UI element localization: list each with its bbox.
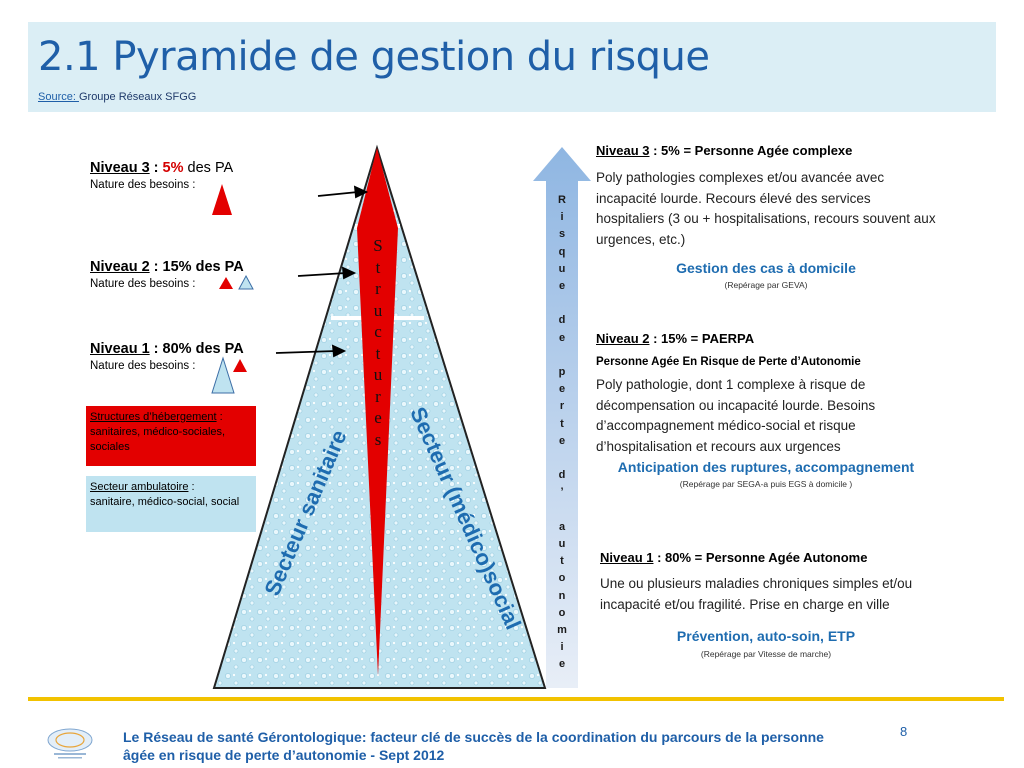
arrow-level3: [318, 192, 358, 196]
level-pct: 15% des PA: [162, 259, 244, 275]
letter: u: [373, 365, 383, 384]
box-title: Structures d’hébergement: [90, 411, 217, 423]
page-number: 8: [900, 724, 908, 739]
level-desc: : 15% = PAERPA: [649, 331, 755, 346]
letter: [554, 450, 570, 467]
nature-besoins-label: Nature des besoins :: [90, 360, 196, 372]
level2-action: Anticipation des ruptures, accompagnement: [617, 459, 915, 475]
footer-bar: [28, 697, 1004, 701]
right-level3-heading: [596, 143, 852, 158]
letter: e: [558, 434, 566, 447]
structures-label: [370, 235, 386, 450]
level-label: Niveau 1: [600, 550, 654, 565]
letter: [554, 502, 570, 519]
level2-description: Poly pathologie, dont 1 complexe à risque de décompensation ou incapacité lourde. Besoins d’accompagnement médico-social et risque d’hospitalisation et recours aux urgences: [596, 377, 876, 454]
letter: e: [374, 408, 382, 427]
separator: :: [149, 341, 163, 357]
box-text: sanitaires, médico-sociales, sociales: [90, 426, 226, 453]
letter: u: [558, 262, 566, 275]
letter: o: [558, 572, 566, 585]
left-level1-heading: [90, 341, 244, 357]
level2-note: (Repérage par SEGA-a puis EGS à domicile ): [679, 479, 853, 489]
letter: t: [375, 343, 381, 363]
letter: c: [374, 322, 382, 341]
letter: s: [558, 228, 566, 241]
secteur-medicosocial-label: Secteur (médico)social: [405, 403, 527, 634]
blue-triangle-icon: [212, 358, 234, 393]
right-level1-heading: [600, 550, 867, 565]
letter: q: [558, 245, 566, 258]
secteur-ambulatoire-box: [86, 476, 256, 532]
letter: S: [373, 236, 383, 255]
risk-arrow-label: [554, 192, 570, 674]
left-level2-heading: [90, 259, 244, 275]
separator: :: [149, 160, 163, 176]
letter: e: [558, 383, 566, 396]
letter: d: [558, 469, 566, 482]
level3-description: Poly pathologies complexes et/ou avancée avec incapacité lourde. Recours élevé des services hospitaliers (3 ou + hospitalisations, recours souvent aux urgences, etc.): [596, 170, 936, 247]
nature-besoins-label: Nature des besoins :: [90, 278, 196, 290]
secteur-sanitaire-label: Secteur sanitaire: [259, 426, 352, 600]
structures-hebergement-box: [86, 406, 256, 466]
letter: t: [560, 555, 564, 568]
letter: e: [558, 280, 566, 293]
level-desc: : 80% = Personne Agée Autonome: [653, 550, 868, 565]
letter: n: [558, 589, 566, 602]
box-title: Secteur ambulatoire: [90, 481, 189, 493]
box-colon: :: [216, 411, 223, 423]
source-value: Groupe Réseaux SFGG: [78, 91, 197, 103]
letter: [554, 347, 570, 364]
level-label: Niveau 1: [90, 341, 150, 357]
letter: o: [558, 606, 566, 619]
letter: r: [375, 386, 381, 406]
level3-action: Gestion des cas à domicile: [676, 260, 856, 276]
letter: m: [557, 624, 567, 637]
left-level3-heading: [90, 160, 233, 176]
level-label: Niveau 2: [90, 259, 150, 275]
box-text: sanitaire, médico-social, social: [90, 496, 240, 508]
red-triangle-icon: [212, 184, 232, 215]
letter: ’: [560, 486, 564, 499]
level3-note: (Repérage par GEVA): [724, 280, 808, 290]
level-label: Niveau 2: [596, 331, 650, 346]
level1-description: Une ou plusieurs maladies chroniques simples et/ou incapacité et/ou fragilité. Prise en charge en ville: [600, 576, 913, 612]
red-triangle-icon: [233, 359, 247, 372]
level1-action: Prévention, auto-soin, ETP: [676, 628, 856, 644]
level-pct: 80% des PA: [162, 341, 244, 357]
letter: e: [558, 658, 566, 671]
red-triangle-icon: [219, 277, 233, 289]
letter: u: [373, 300, 383, 320]
level2-subtitle: Personne Agée En Risque de Perte d’Autonomie: [596, 356, 861, 368]
letter: t: [375, 257, 381, 277]
letter: R: [558, 194, 566, 206]
nature-besoins-label: Nature des besoins :: [90, 179, 196, 191]
slide-title: 2.1 Pyramide de gestion du risque: [38, 34, 710, 80]
level-label: Niveau 3: [596, 143, 650, 158]
reseau-logo: [44, 726, 96, 760]
letter: s: [374, 429, 382, 449]
level1-note: (Repérage par Vitesse de marche): [700, 649, 832, 659]
level-desc: : 5% = Personne Agée complexe: [649, 143, 853, 158]
box-colon: :: [188, 481, 195, 493]
letter: u: [558, 538, 566, 550]
blue-triangle-icon: [239, 276, 253, 289]
letter: d: [558, 314, 566, 327]
letter: r: [559, 400, 565, 413]
right-level2-heading: [596, 331, 754, 346]
level-pct: 5%: [162, 160, 184, 176]
letter: i: [560, 641, 564, 654]
level-suffix: des PA: [183, 160, 234, 176]
separator: :: [149, 259, 163, 275]
letter: i: [560, 211, 564, 224]
letter: r: [375, 279, 381, 298]
level-label: Niveau 3: [90, 160, 150, 176]
letter: t: [560, 417, 564, 430]
footer-text: Le Réseau de santé Gérontologique: facteur clé de succès de la coordination du parcours de la personne âgée en risque de perte d’autonomie - Sept 2012: [123, 729, 824, 763]
letter: [554, 295, 570, 312]
source-label: Source:: [38, 91, 79, 103]
letter: a: [558, 520, 566, 533]
letter: p: [558, 366, 566, 378]
letter: e: [558, 331, 566, 344]
